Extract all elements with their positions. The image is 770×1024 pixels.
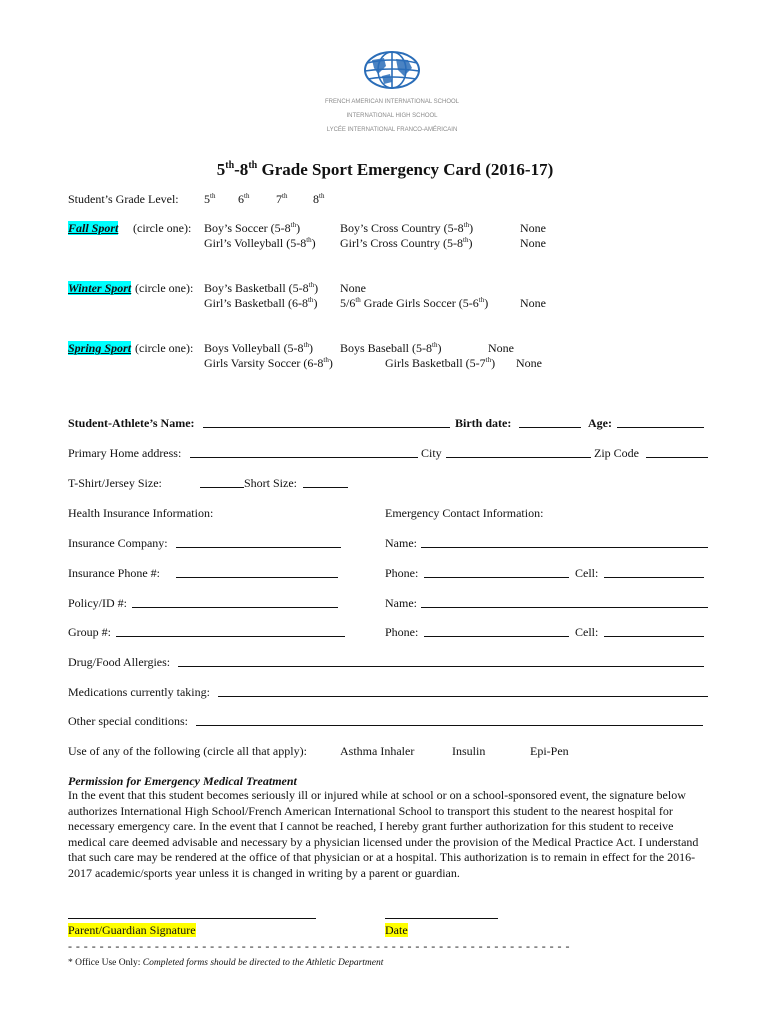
winter-circle-one: (circle one): bbox=[135, 281, 194, 295]
grade-level-label: Student’s Grade Level: bbox=[68, 192, 179, 206]
contact-cell-1-field[interactable] bbox=[604, 566, 704, 578]
page-title: 5th-8th Grade Sport Emergency Card (2016-17) bbox=[216, 160, 554, 179]
tshirt-size-field[interactable] bbox=[200, 476, 244, 488]
grade-option-8[interactable]: 8th bbox=[313, 192, 325, 206]
logo-line-2: INTERNATIONAL HIGH SCHOOL bbox=[346, 113, 438, 119]
health-insurance-header: Health Insurance Information: bbox=[68, 506, 214, 520]
cut-line: - - - - - - - - - - - - - - - - - - - - - - - - - - - - - - - - - - - - - - - - - - - - - - - - - - - - - - - - - - - - - - - - bbox=[68, 939, 570, 953]
insurance-phone-label: Insurance Phone #: bbox=[68, 566, 160, 580]
spring-circle-one: (circle one): bbox=[135, 341, 194, 355]
option-insulin[interactable]: Insulin bbox=[452, 744, 486, 758]
option-asthma-inhaler[interactable]: Asthma Inhaler bbox=[340, 744, 415, 758]
fall-sport-label: Fall Sport bbox=[68, 221, 119, 235]
parent-signature-label: Parent/Guardian Signature bbox=[68, 923, 196, 937]
zip-code-field[interactable] bbox=[646, 446, 708, 458]
contact-name-2-field[interactable] bbox=[421, 596, 708, 608]
globe-icon bbox=[362, 50, 422, 90]
medical-devices-label: Use of any of the following (circle all that apply): bbox=[68, 744, 307, 758]
group-number-label: Group #: bbox=[68, 625, 111, 639]
fall-circle-one: (circle one): bbox=[133, 221, 192, 235]
option-girls-basketball-5-7[interactable]: Girls Basketball (5-7th) bbox=[385, 356, 496, 370]
athlete-name-field[interactable] bbox=[203, 416, 450, 428]
parent-signature-line[interactable] bbox=[68, 918, 316, 919]
office-use-text: Completed forms should be directed to the Athletic Department bbox=[142, 958, 384, 968]
special-conditions-field[interactable] bbox=[196, 714, 703, 726]
option-winter-none-1[interactable]: None bbox=[340, 281, 366, 295]
winter-sport-label: Winter Sport bbox=[68, 281, 132, 295]
birth-date-field[interactable] bbox=[519, 416, 581, 428]
option-girls-cross-country[interactable]: Girl’s Cross Country (5-8th) bbox=[340, 236, 473, 250]
spring-sport-label: Spring Sport bbox=[68, 341, 132, 355]
age-label: Age: bbox=[588, 416, 612, 430]
grade-option-5[interactable]: 5th bbox=[204, 192, 216, 206]
office-use-note bbox=[68, 956, 383, 971]
special-conditions-label: Other special conditions: bbox=[68, 714, 188, 728]
zip-code-label: Zip Code bbox=[594, 446, 639, 460]
option-spring-none-1[interactable]: None bbox=[488, 341, 514, 355]
option-spring-none-2[interactable]: None bbox=[516, 356, 542, 370]
allergies-label: Drug/Food Allergies: bbox=[68, 655, 171, 669]
contact-name-1-label: Name: bbox=[385, 536, 417, 550]
logo-line-3: LYCÉE INTERNATIONAL FRANCO-AMÉRICAIN bbox=[326, 127, 458, 133]
office-use-prefix: * Office Use Only: bbox=[68, 958, 143, 968]
home-address-label: Primary Home address: bbox=[68, 446, 182, 460]
option-girls-basketball[interactable]: Girl’s Basketball (6-8th) bbox=[204, 296, 318, 310]
short-size-label: Short Size: bbox=[244, 476, 297, 490]
school-logo bbox=[318, 50, 466, 140]
insurance-phone-field[interactable] bbox=[176, 566, 338, 578]
option-fall-none-2[interactable]: None bbox=[520, 236, 546, 250]
date-signature-label: Date bbox=[385, 923, 408, 937]
city-field[interactable] bbox=[446, 446, 591, 458]
option-winter-none-2[interactable]: None bbox=[520, 296, 546, 310]
grade-option-6[interactable]: 6th bbox=[238, 192, 250, 206]
policy-id-label: Policy/ID #: bbox=[68, 596, 127, 610]
home-address-field[interactable] bbox=[190, 446, 418, 458]
option-boys-baseball[interactable]: Boys Baseball (5-8th) bbox=[340, 341, 442, 355]
permission-body: In the event that this student becomes seriously ill or injured while at school or on a school-sponsored event, the signature below authorizes International High School/French American International School to transport this student to the nearest hospital for necessary emergency care. In the event that I cannot be reached, I hereby grant further authorization for this student to receive medical care deemed advisable and necessary by a physician licensed under the provision of the Medical Practice Act. I understand that such care may be rendered at the office of that physician or at a hospital. This authorization is to remain in effect for the 2016-2017 academic/sports year unless it is changed in writing by a parent or guardian. bbox=[68, 788, 699, 880]
contact-name-1-field[interactable] bbox=[421, 536, 708, 548]
option-epi-pen[interactable]: Epi-Pen bbox=[530, 744, 569, 758]
policy-id-field[interactable] bbox=[132, 596, 338, 608]
date-signature-line[interactable] bbox=[385, 918, 498, 919]
contact-phone-1-field[interactable] bbox=[424, 566, 569, 578]
grade-option-7[interactable]: 7th bbox=[276, 192, 288, 206]
contact-cell-2-label: Cell: bbox=[575, 625, 599, 639]
contact-cell-1-label: Cell: bbox=[575, 566, 599, 580]
athlete-name-label: Student-Athlete’s Name: bbox=[68, 416, 195, 430]
medications-field[interactable] bbox=[218, 685, 708, 697]
short-size-field[interactable] bbox=[303, 476, 348, 488]
option-girls-varsity-soccer[interactable]: Girls Varsity Soccer (6-8th) bbox=[204, 356, 333, 370]
option-boys-basketball[interactable]: Boy’s Basketball (5-8th) bbox=[204, 281, 319, 295]
option-fall-none-1[interactable]: None bbox=[520, 221, 546, 235]
permission-heading: Permission for Emergency Medical Treatment bbox=[68, 774, 297, 788]
emergency-contact-header: Emergency Contact Information: bbox=[385, 506, 544, 520]
option-girls-volleyball[interactable]: Girl’s Volleyball (5-8th) bbox=[204, 236, 316, 250]
city-label: City bbox=[421, 446, 442, 460]
contact-phone-1-label: Phone: bbox=[385, 566, 419, 580]
contact-cell-2-field[interactable] bbox=[604, 625, 704, 637]
tshirt-size-label: T-Shirt/Jersey Size: bbox=[68, 476, 162, 490]
group-number-field[interactable] bbox=[116, 625, 345, 637]
allergies-field[interactable] bbox=[178, 655, 704, 667]
option-boys-cross-country[interactable]: Boy’s Cross Country (5-8th) bbox=[340, 221, 474, 235]
option-girls-soccer-5-6[interactable]: 5/6th Grade Girls Soccer (5-6th) bbox=[340, 296, 489, 310]
birth-date-label: Birth date: bbox=[455, 416, 512, 430]
age-field[interactable] bbox=[617, 416, 704, 428]
medications-label: Medications currently taking: bbox=[68, 685, 210, 699]
option-boys-volleyball[interactable]: Boys Volleyball (5-8th) bbox=[204, 341, 314, 355]
contact-phone-2-field[interactable] bbox=[424, 625, 569, 637]
contact-name-2-label: Name: bbox=[385, 596, 417, 610]
insurance-company-label: Insurance Company: bbox=[68, 536, 168, 550]
logo-line-1: FRENCH AMERICAN INTERNATIONAL SCHOOL bbox=[324, 99, 459, 105]
contact-phone-2-label: Phone: bbox=[385, 625, 419, 639]
option-boys-soccer[interactable]: Boy’s Soccer (5-8th) bbox=[204, 221, 301, 235]
insurance-company-field[interactable] bbox=[176, 536, 341, 548]
